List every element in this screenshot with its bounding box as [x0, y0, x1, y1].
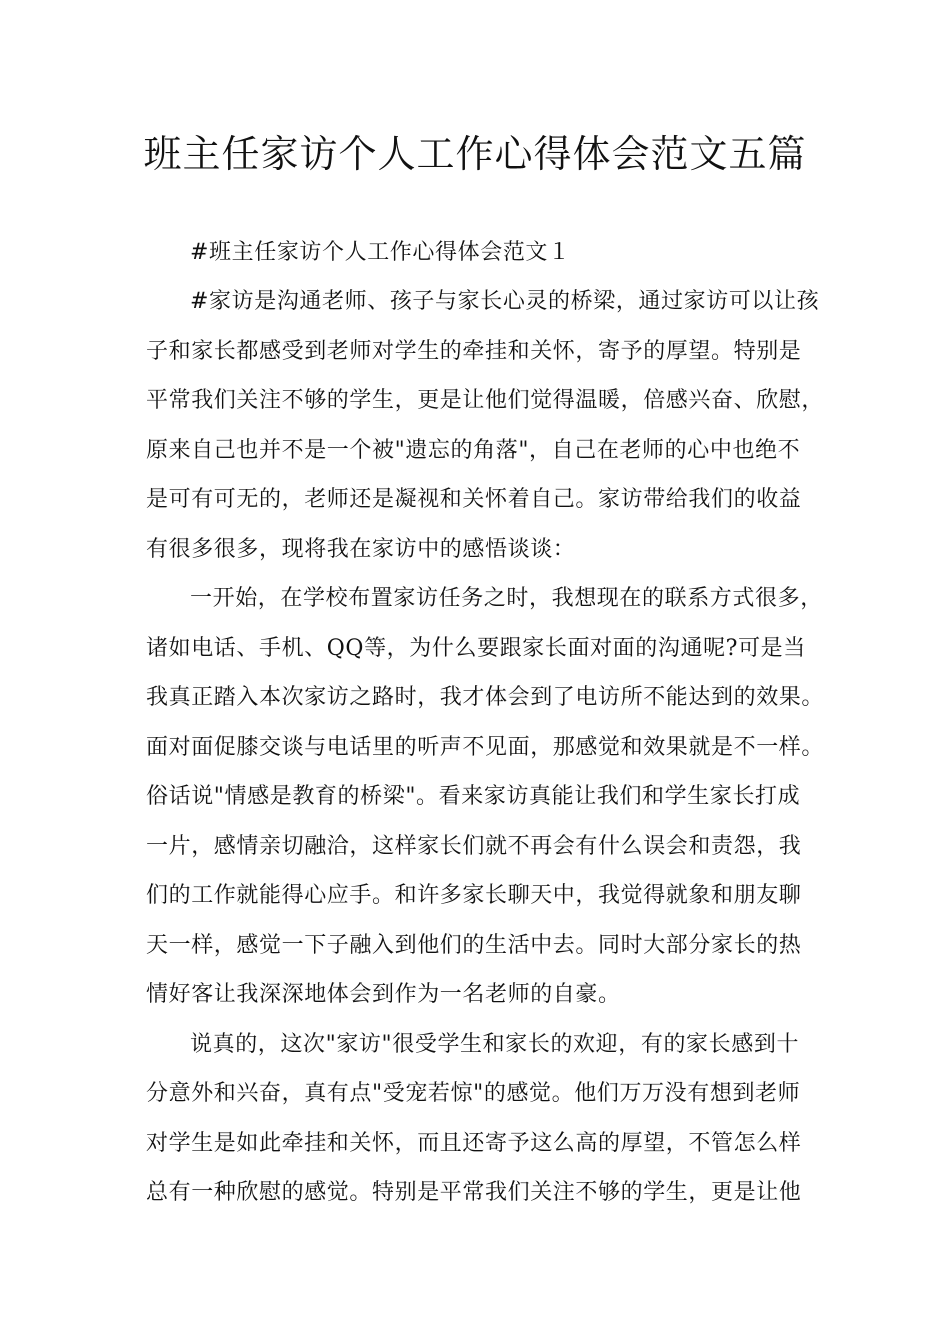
paragraph-line: 是可有可无的，老师还是凝视和关怀着自己。家访带给我们的收益 — [146, 487, 802, 512]
paragraph-line: 一开始，在学校布置家访任务之时，我想现在的联系方式很多， — [190, 586, 823, 611]
paragraph-line: 我真正踏入本次家访之路时，我才体会到了电访所不能达到的效果。 — [146, 685, 825, 710]
paragraph-line: 分意外和兴奋，真有点"受宠若惊"的感觉。他们万万没有想到老师 — [146, 1081, 801, 1106]
paragraph-line: 平常我们关注不够的学生，更是让他们觉得温暖，倍感兴奋、欣慰， — [146, 388, 825, 413]
paragraph-line: 子和家长都感受到老师对学生的牵挂和关怀，寄予的厚望。特别是 — [146, 339, 802, 364]
paragraph-line: #家访是沟通老师、孩子与家长心灵的桥梁，通过家访可以让孩 — [190, 289, 820, 314]
section-heading: #班主任家访个人工作心得体会范文１ — [190, 240, 571, 265]
paragraph-line: 对学生是如此牵挂和关怀，而且还寄予这么高的厚望，不管怎么样 — [146, 1131, 802, 1156]
paragraph-line: 一片，感情亲切融洽，这样家长们就不再会有什么误会和责怨，我 — [146, 834, 802, 859]
paragraph-line: 有很多很多，现将我在家访中的感悟谈谈： — [146, 537, 576, 562]
paragraph-line: 面对面促膝交谈与电话里的听声不见面，那感觉和效果就是不一样。 — [146, 735, 825, 760]
paragraph-line: 们的工作就能得心应手。和许多家长聊天中，我觉得就象和朋友聊 — [146, 883, 802, 908]
paragraph-line: 原来自己也并不是一个被"遗忘的角落"，自己在老师的心中也绝不 — [146, 438, 801, 463]
paragraph-line: 情好客让我深深地体会到作为一名老师的自豪。 — [146, 982, 621, 1007]
paragraph-line: 总有一种欣慰的感觉。特别是平常我们关注不够的学生，更是让他 — [146, 1180, 802, 1205]
document-title: 班主任家访个人工作心得体会范文五篇 — [143, 132, 807, 176]
paragraph-line: 天一样，感觉一下子融入到他们的生活中去。同时大部分家长的热 — [146, 933, 802, 958]
paragraph-line: 俗话说"情感是教育的桥梁"。看来家访真能让我们和学生家长打成 — [146, 784, 801, 809]
paragraph-line: 说真的，这次"家访"很受学生和家长的欢迎，有的家长感到十 — [190, 1032, 800, 1057]
paragraph-line: 诸如电话、手机、QQ等，为什么要跟家长面对面的沟通呢?可是当 — [146, 636, 806, 661]
